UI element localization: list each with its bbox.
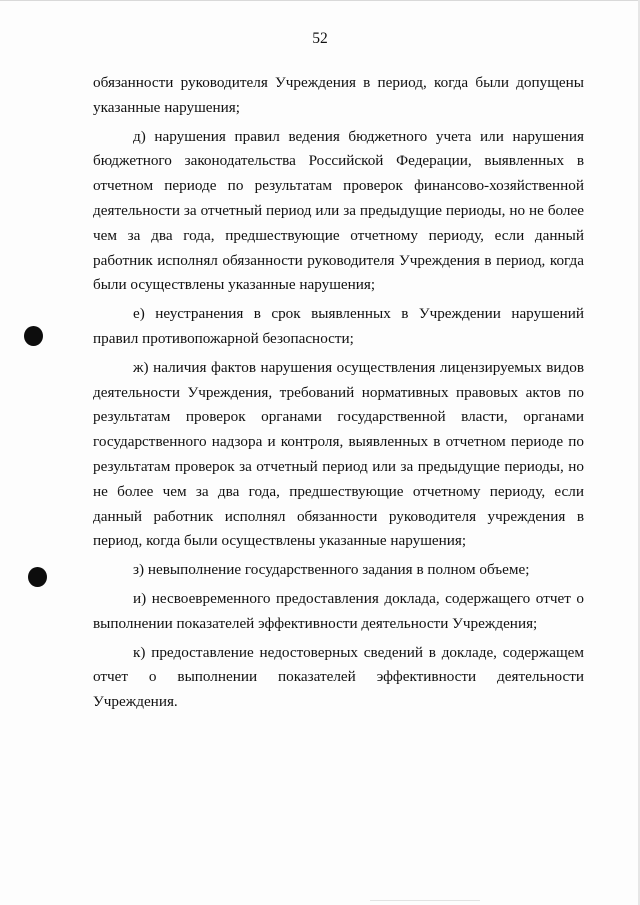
paragraph-item-k: к) предоставление недостоверных сведений в докладе, содержащем отчет о выполнении показателей эффективности деятельности Учреждения. <box>93 643 584 711</box>
page-number: 52 <box>312 30 328 47</box>
paragraph-item-z: з) невыполнение государственного задания в полном объеме; <box>133 561 530 579</box>
scan-edge-top <box>0 0 640 1</box>
paragraph-item-d: д) нарушения правил ведения бюджетного учета или нарушения бюджетного законодательства Российской Федерации, выявленных в отчетном периоде по результатам проверок финансово-хозяйственной деятельности за отчетный период или за предыдущие периоды, но не более чем за два года, предшествующие отчетному периоду, если данный работник исполнял обязанности руководителя Учреждения в период, когда были осуществлены указанные нарушения; <box>93 127 584 294</box>
paragraph-item-zh: ж) наличия фактов нарушения осуществления лицензируемых видов деятельности Учреждения, требований нормативных правовых актов по результатам проверок органами государственной власти, органами государственного надзора и контроля, выявленных в отчетном периоде по результатам проверок за отчетный период или за предыдущие периоды, но не более чем за два года, предшествующие отчетному периоду, если данный работник исполнял обязанности руководителя учреждения в период, когда были осуществлены указанные нарушения; <box>93 358 584 550</box>
paragraph-item-i: и) несвоевременного предоставления доклада, содержащего отчет о выполнении показателей эффективности деятельности Учреждения; <box>93 589 584 632</box>
punch-hole-lower <box>28 567 47 587</box>
paragraph-continuation: обязанности руководителя Учреждения в период, когда были допущены указанные нарушения; <box>93 74 584 116</box>
document-body <box>93 71 584 715</box>
scan-mark-bottom <box>370 900 480 901</box>
punch-hole-upper <box>24 326 43 346</box>
paragraph-item-e: е) неустранения в срок выявленных в Учреждении нарушений правил противопожарной безопасности; <box>93 305 584 347</box>
